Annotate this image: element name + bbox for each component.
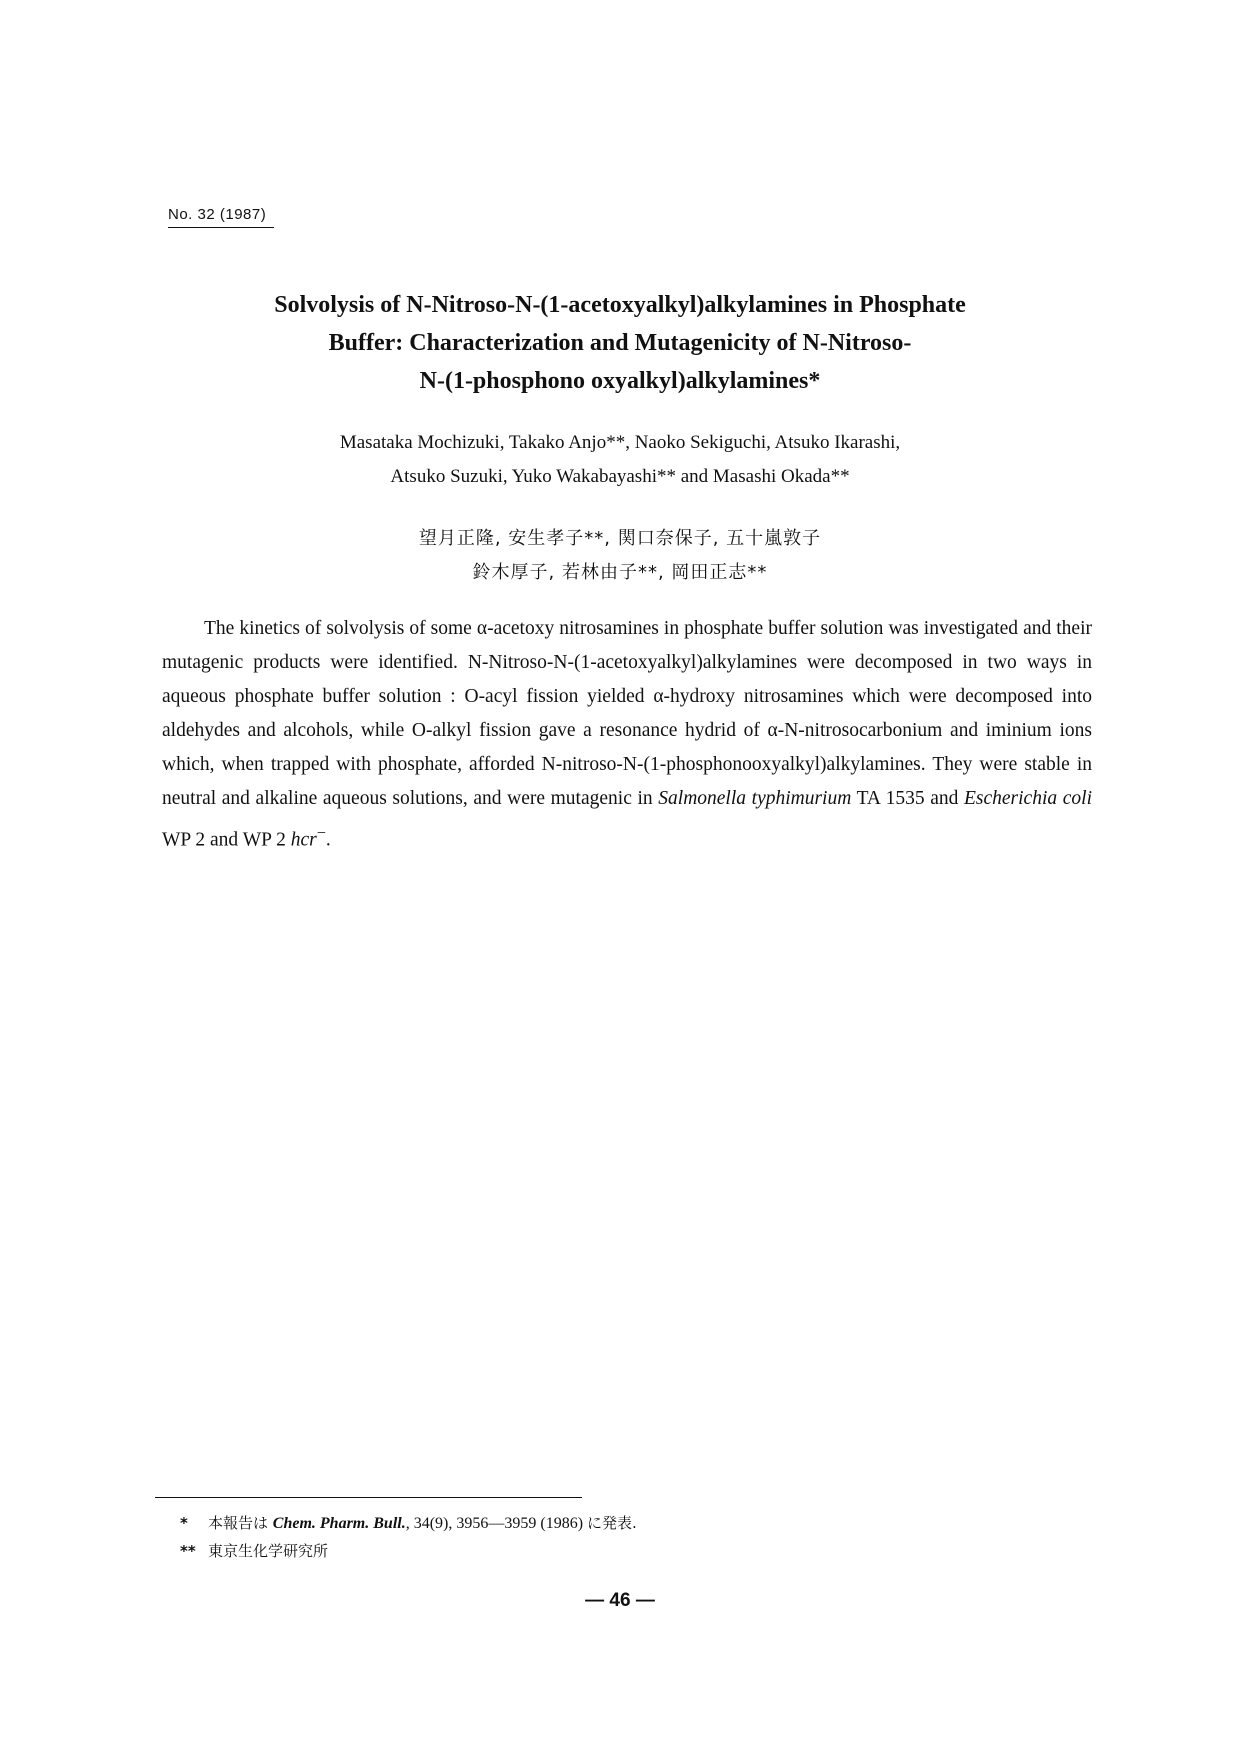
abstract-text-1: The kinetics of solvolysis of some α-acetoxy nitrosamines in phosphate buffer solution was investigated and their mutagenic products were identified. N-Nitroso-N-(1-acetoxyalkyl)alkylamines were decomposed in two ways in aqueous phosphate buffer solution : O-acyl fission yielded α-hydroxy nitrosamines which were decomposed into aldehydes and alcohols, while O-alkyl fission gave a resonance hydrid of α-N-nitrosocarbonium and iminium ions which, when trapped with phosphate, afforded N-nitroso-N-(1-phosphonooxyalkyl)alkylamines. They were stable in neutral and alkaline aqueous solutions, and were mutagenic in bbox=[162, 618, 1092, 809]
footnote-2 bbox=[180, 1540, 328, 1562]
authors-english bbox=[150, 426, 1090, 494]
abstract-text-3: WP 2 and WP 2 bbox=[162, 829, 291, 851]
authors-japanese-line-1: 望月正隆, 安生孝子**, 関口奈保子, 五十嵐敦子 bbox=[418, 528, 822, 549]
footnote-1-suffix: に発表. bbox=[587, 1514, 637, 1532]
organism-salmonella: Salmonella typhimurium bbox=[658, 788, 852, 809]
footnote-divider bbox=[155, 1497, 582, 1498]
paper-title bbox=[150, 286, 1090, 400]
issue-label: No. 32 (1987) bbox=[168, 206, 274, 228]
footnote-2-text: 東京生化学研究所 bbox=[208, 1542, 329, 1560]
abstract-text-4: . bbox=[325, 829, 331, 851]
footnote-1-mark: * bbox=[180, 1514, 188, 1532]
authors-japanese-line-2: 鈴木厚子, 若林由子**, 岡田正志** bbox=[472, 562, 768, 583]
footnote-2-mark: ** bbox=[180, 1542, 196, 1560]
organism-ecoli: Escherichia coli bbox=[963, 788, 1092, 809]
authors-english-line-1: Masataka Mochizuki, Takako Anjo**, Naoko Sekiguchi, Atsuko Ikarashi, bbox=[339, 432, 901, 453]
authors-english-line-2: Atsuko Suzuki, Yuko Wakabayashi** and Masashi Okada** bbox=[390, 466, 850, 487]
title-line-1: Solvolysis of N-Nitroso-N-(1-acetoxyalkyl)alkylamines in Phosphate bbox=[274, 292, 966, 318]
strain-superscript: − bbox=[316, 824, 326, 842]
abstract-paragraph bbox=[162, 612, 1092, 858]
authors-japanese bbox=[150, 522, 1090, 590]
footnote-1-journal: Chem. Pharm. Bull. bbox=[272, 1515, 406, 1532]
strain-hcr: hcr bbox=[290, 829, 317, 851]
page-number: — 46 — bbox=[585, 1590, 655, 1611]
footnote-1-prefix: 本報告は bbox=[208, 1514, 273, 1532]
title-line-2: Buffer: Characterization and Mutagenicity of N-Nitroso- bbox=[328, 330, 912, 356]
footnote-1-details: , 34(9), 3956—3959 (1986) bbox=[405, 1515, 588, 1532]
title-line-3: N-(1-phosphono oxyalkyl)alkylamines* bbox=[419, 368, 821, 394]
footnote-1 bbox=[180, 1512, 637, 1535]
abstract-text-2: TA 1535 and bbox=[851, 788, 964, 809]
